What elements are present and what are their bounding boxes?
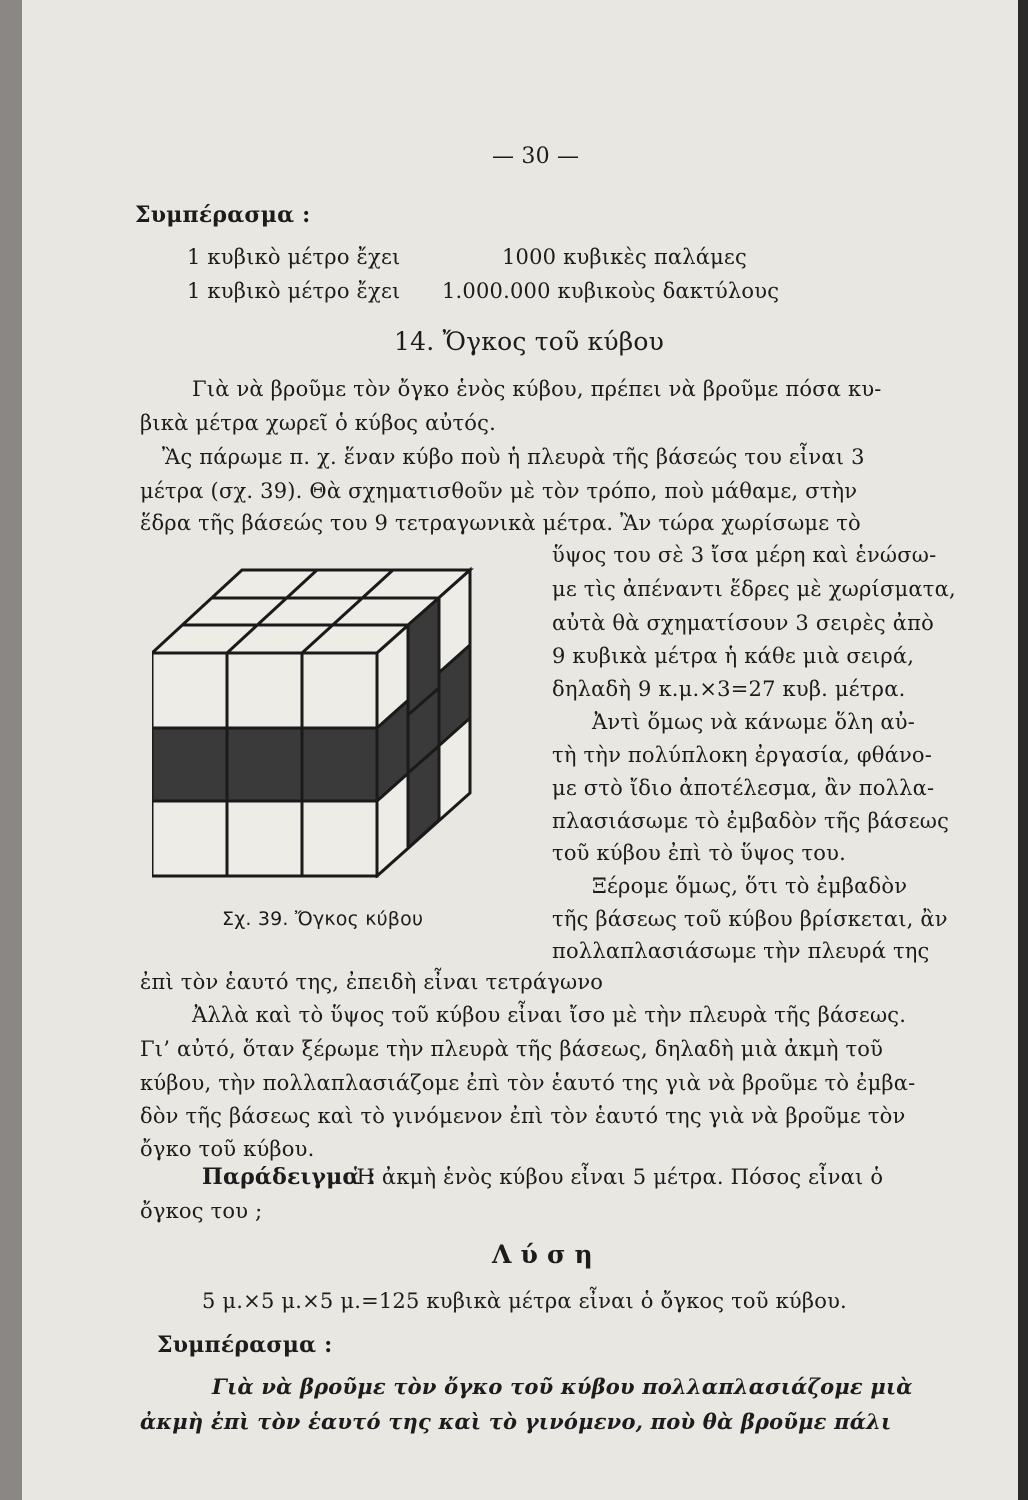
figure-caption: Σχ. 39. Ὄγκος κύβου: [222, 908, 424, 930]
paragraph-line: τὴ τὴν πολύπλοκη ἐργασία, φθάνο-: [552, 743, 933, 767]
paragraph-line: Ἀλλὰ καὶ τὸ ὕψος τοῦ κύβου εἶναι ἴσο μὲ τὴν πλευρὰ τῆς βάσεως.: [192, 1003, 907, 1027]
paragraph-line: πλασιάσωμε τὸ ἐμβαδὸν τῆς βάσεως: [552, 809, 950, 833]
paragraph-line: μέτρα (σχ. 39). Θὰ σχηματισθοῦν μὲ τὸν τρόπο, ποὺ μάθαμε, στὴν: [140, 479, 858, 503]
conclusion-label: Συμπέρασμα :: [157, 1332, 333, 1358]
paragraph-line: πολλαπλασιάσωμε τὴν πλευρά της: [552, 939, 930, 963]
example-text: Ἡ ἀκμὴ ἑνὸς κύβου εἶναι 5 μέτρα. Πόσος εἶναι ὁ: [354, 1165, 884, 1189]
paragraph-line: ὕψος του σὲ 3 ἴσα μέρη καὶ ἑνώσω-: [552, 543, 937, 567]
paragraph-line: δὸν τῆς βάσεως καὶ τὸ γινόμενον ἐπὶ τὸν ἑαυτό της γιὰ νὰ βροῦμε τὸν: [140, 1104, 906, 1128]
paragraph-line: τῆς βάσεως τοῦ κύβου βρίσκεται, ἂν: [552, 907, 948, 931]
page-edge: [1018, 0, 1028, 1500]
paragraph-line: ὄγκο τοῦ κύβου.: [140, 1137, 315, 1161]
paragraph-line: 9 κυβικὰ μέτρα ἡ κάθε μιὰ σειρά,: [552, 644, 915, 668]
conclusion-label: Συμπέρασμα :: [135, 202, 311, 228]
paragraph-line: με τὶς ἀπέναντι ἕδρες μὲ χωρίσματα,: [552, 577, 956, 601]
paragraph-line: Ἀντὶ ὅμως νὰ κάνωμε ὅλη αὐ-: [592, 710, 915, 734]
page-number: — 30 —: [492, 144, 580, 169]
conclusion-text: ἀκμὴ ἐπὶ τὸν ἑαυτό της καὶ τὸ γινόμενο, ποὺ θὰ βροῦμε πάλι: [140, 1409, 892, 1434]
conclusion-row-right: 1.000.000 κυβικοὺς δακτύλους: [442, 279, 780, 303]
paragraph-line: δηλαδὴ 9 κ.μ.×3=27 κυβ. μέτρα.: [552, 677, 906, 701]
paragraph-line: Γι’ αὐτό, ὅταν ξέρωμε τὴν πλευρὰ τῆς βάσεως, δηλαδὴ μιὰ ἀκμὴ τοῦ: [140, 1037, 884, 1061]
book-page: [22, 0, 1020, 1500]
paragraph-line: ἕδρα τῆς βάσεώς του 9 τετραγωνικὰ μέτρα. Ἂν τώρα χωρίσωμε τὸ: [140, 511, 861, 535]
paragraph-line: Ἂς πάρωμε π. χ. ἕναν κύβο ποὺ ἡ πλευρὰ τῆς βάσεώς του εἶναι 3: [162, 445, 865, 469]
solution-heading: Λ ύ σ η: [492, 1240, 593, 1269]
paragraph-line: Ξέρομε ὅμως, ὅτι τὸ ἐμβαδὸν: [592, 874, 908, 898]
paragraph-line: αὐτὰ θὰ σχηματίσουν 3 σειρὲς ἀπὸ: [552, 611, 934, 635]
paragraph-line: με στὸ ἴδιο ἀποτέλεσμα, ἂν πολλα-: [552, 776, 935, 800]
solution-text: 5 μ.×5 μ.×5 μ.=125 κυβικὰ μέτρα εἶναι ὁ ὄγκος τοῦ κύβου.: [202, 1289, 847, 1313]
example-label: Παράδειγμα :: [202, 1164, 376, 1190]
paragraph-line: κύβου, τὴν πολλαπλασιάζομε ἐπὶ τὸν ἑαυτό της γιὰ νὰ βροῦμε τὸ ἐμβα-: [140, 1071, 916, 1095]
conclusion-text: Γιὰ νὰ βροῦμε τὸν ὄγκο τοῦ κύβου πολλαπλασιάζομε μιὰ: [212, 1374, 913, 1399]
example-text: ὄγκος του ;: [140, 1199, 263, 1223]
paragraph-line: βικὰ μέτρα χωρεῖ ὁ κύβος αὐτός.: [140, 411, 496, 435]
conclusion-row-left: 1 κυβικὸ μέτρο ἔχει: [187, 279, 401, 303]
section-heading: 14. Ὄγκος τοῦ κύβου: [394, 327, 665, 356]
paragraph-line: Γιὰ νὰ βροῦμε τὸν ὄγκο ἑνὸς κύβου, πρέπει νὰ βροῦμε πόσα κυ-: [192, 377, 882, 401]
cube-figure: [152, 558, 492, 878]
paragraph-line: ἐπὶ τὸν ἑαυτό της, ἐπειδὴ εἶναι τετράγωνο: [140, 970, 604, 994]
conclusion-row-right: 1000 κυβικὲς παλάμες: [502, 245, 747, 269]
paragraph-line: τοῦ κύβου ἐπὶ τὸ ὕψος του.: [552, 841, 846, 865]
conclusion-row-left: 1 κυβικὸ μέτρο ἔχει: [187, 245, 401, 269]
